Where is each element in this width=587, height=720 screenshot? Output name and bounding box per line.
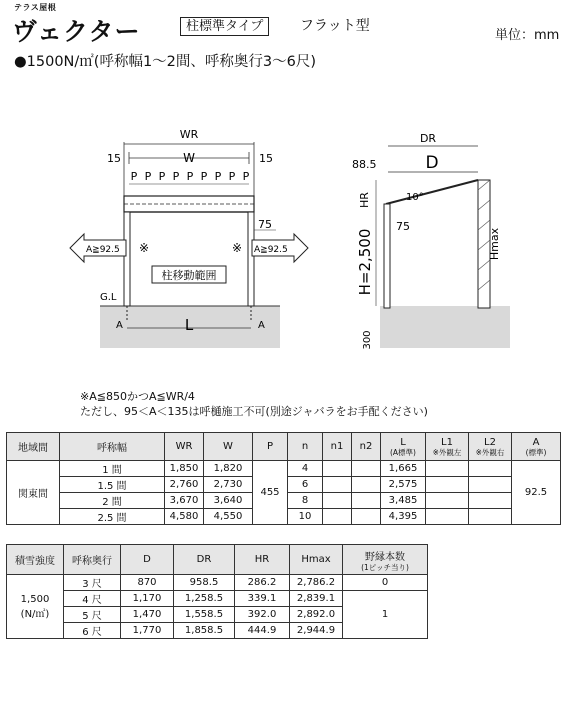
th-wr: WR: [165, 433, 204, 461]
width-name-cell: 2 間: [60, 493, 165, 509]
n1-cell: [323, 493, 352, 509]
n1-cell: [323, 477, 352, 493]
right-15-label: 15: [259, 152, 273, 165]
d-cell: 870: [121, 575, 174, 591]
th-l1: [426, 433, 469, 461]
move-range-label: 柱移動範囲: [161, 269, 217, 282]
th-l: [381, 433, 426, 461]
wr-label: WR: [179, 128, 199, 141]
depth-name-cell: 3 尺: [64, 575, 121, 591]
p-label: P: [186, 170, 194, 183]
hmax-cell: 2,839.1: [290, 591, 343, 607]
l1-cell: [426, 509, 469, 525]
d-cell: 1,170: [121, 591, 174, 607]
p-label: P: [158, 170, 166, 183]
left-15-label: 15: [107, 152, 121, 165]
dr-label: DR: [419, 132, 437, 145]
th-l1-sub: ※外観左: [432, 447, 462, 457]
right-post: [248, 212, 254, 306]
th-l-sub: (A標準): [390, 447, 416, 457]
hr-cell: 392.0: [235, 607, 290, 623]
th-l-main: L: [400, 436, 406, 448]
a-cell: 92.5: [512, 461, 561, 525]
form-label: フラット型: [300, 18, 370, 34]
p-cell: 455: [253, 461, 288, 525]
th-a: [512, 433, 561, 461]
hr-label: HR: [358, 192, 371, 208]
p-label: P: [228, 170, 236, 183]
th-width: 呼称幅: [60, 433, 165, 461]
count-cell: 0: [343, 575, 428, 591]
n1-cell: [323, 509, 352, 525]
th-a-sub: (標準): [525, 447, 547, 457]
strength-value: 1,500: [20, 593, 50, 605]
w-label: W: [183, 151, 195, 165]
note-line-1: ※A≦850かつA≦WR/4: [80, 390, 195, 403]
l2-cell: [469, 461, 512, 477]
depth-name-cell: 6 尺: [64, 623, 121, 639]
th-depth: 呼称奥行: [64, 545, 121, 575]
l2-cell: [469, 477, 512, 493]
th-p: P: [253, 433, 288, 461]
th-n: n: [288, 433, 323, 461]
spec-line: ●1500N/㎡(呼称幅1～2間、呼称奥行3～6尺): [14, 54, 316, 70]
th-l2: [469, 433, 512, 461]
w-cell: 4,550: [204, 509, 253, 525]
left-post: [124, 212, 130, 306]
a-right-label: A≧92.5: [254, 245, 288, 255]
th-n1: n1: [323, 433, 352, 461]
width-table: [6, 432, 561, 525]
p-label: P: [242, 170, 250, 183]
p-label: P: [172, 170, 180, 183]
th-a-main: A: [532, 436, 540, 448]
n1-cell: [323, 461, 352, 477]
wr-cell: 4,580: [165, 509, 204, 525]
width-name-cell: 1.5 間: [60, 477, 165, 493]
width-name-cell: 1 間: [60, 461, 165, 477]
l1-cell: [426, 461, 469, 477]
l2-cell: [469, 509, 512, 525]
kome-left: ※: [138, 241, 150, 255]
table-row: [7, 461, 561, 477]
a-label-right: A: [258, 320, 265, 331]
h-label: H=2,500: [356, 228, 374, 296]
th-l2-sub: ※外観右: [475, 447, 505, 457]
hr-cell: 339.1: [235, 591, 290, 607]
dim-75-label: 75: [258, 218, 272, 231]
w-cell: 3,640: [204, 493, 253, 509]
th-hmax: Hmax: [290, 545, 343, 575]
th-count-sub: (1ピッチ当り): [361, 562, 409, 572]
wr-cell: 2,760: [165, 477, 204, 493]
side-post: [384, 204, 390, 308]
side-ground-area: [380, 306, 510, 348]
hr-cell: 286.2: [235, 575, 290, 591]
l-label: L: [184, 316, 194, 334]
th-n2: n2: [352, 433, 381, 461]
type-label: 柱標準タイプ: [180, 17, 269, 36]
note-line-2: ただし、95＜A＜135は呼樋施工不可(別途ジャバラをお手配ください): [80, 405, 428, 418]
d-cell: 1,770: [121, 623, 174, 639]
p-label-group: [131, 170, 250, 183]
a-left-label: A≧92.5: [86, 245, 120, 255]
region-cell: 関東間: [7, 461, 60, 525]
n-cell: 8: [288, 493, 323, 509]
dim-300-label: 300: [362, 330, 373, 350]
d-cell: 1,470: [121, 607, 174, 623]
table-row: [7, 575, 428, 591]
l-cell: 3,485: [381, 493, 426, 509]
category-label: テラス屋根: [14, 3, 57, 12]
n-cell: 6: [288, 477, 323, 493]
hr-cell: 444.9: [235, 623, 290, 639]
n-cell: 10: [288, 509, 323, 525]
table-row: [7, 591, 428, 607]
p-label: P: [200, 170, 208, 183]
th-count: [343, 545, 428, 575]
n2-cell: [352, 461, 381, 477]
hmax-cell: 2,892.0: [290, 607, 343, 623]
l2-cell: [469, 493, 512, 509]
front-diagram: [0, 120, 320, 380]
dr-cell: 1,258.5: [174, 591, 235, 607]
dr-cell: 1,558.5: [174, 607, 235, 623]
wr-cell: 1,850: [165, 461, 204, 477]
a-label-left: A: [116, 320, 123, 331]
l1-cell: [426, 493, 469, 509]
depth-name-cell: 5 尺: [64, 607, 121, 623]
depth-table: [6, 544, 428, 639]
kome-right: ※: [231, 241, 243, 255]
th-hr: HR: [235, 545, 290, 575]
angle-label: 10°: [406, 192, 424, 203]
n2-cell: [352, 477, 381, 493]
p-label: P: [130, 170, 138, 183]
th-d: D: [121, 545, 174, 575]
th-dr: DR: [174, 545, 235, 575]
width-name-cell: 2.5 間: [60, 509, 165, 525]
l1-cell: [426, 477, 469, 493]
th-l2-main: L2: [484, 436, 496, 448]
th-l1-main: L1: [441, 436, 453, 448]
p-label: P: [214, 170, 222, 183]
depth-name-cell: 4 尺: [64, 591, 121, 607]
th-count-main: 野縁本数: [365, 551, 405, 563]
side-diagram: [340, 120, 580, 380]
strength-unit: (N/㎡): [20, 608, 50, 620]
hmax-label: Hmax: [488, 227, 501, 261]
n2-cell: [352, 493, 381, 509]
l-cell: 4,395: [381, 509, 426, 525]
n-cell: 4: [288, 461, 323, 477]
side-roof: [386, 180, 478, 204]
strength-cell: [7, 575, 64, 639]
unit-label: 単位：mm: [495, 28, 560, 43]
dim-885-label: 88.5: [352, 158, 377, 171]
th-region: 地域間: [7, 433, 60, 461]
dr-cell: 958.5: [174, 575, 235, 591]
dr-cell: 1,858.5: [174, 623, 235, 639]
th-strength: 積雪強度: [7, 545, 64, 575]
d-label: D: [425, 153, 439, 173]
wr-cell: 3,670: [165, 493, 204, 509]
n2-cell: [352, 509, 381, 525]
side-dim-75: 75: [396, 220, 410, 233]
p-label: P: [144, 170, 152, 183]
hmax-cell: 2,786.2: [290, 575, 343, 591]
gl-label: G.L: [100, 292, 117, 303]
count-cell: 1: [343, 591, 428, 639]
w-cell: 1,820: [204, 461, 253, 477]
hmax-cell: 2,944.9: [290, 623, 343, 639]
product-name: ヴェクター: [12, 17, 141, 46]
l-cell: 1,665: [381, 461, 426, 477]
th-w: W: [204, 433, 253, 461]
w-cell: 2,730: [204, 477, 253, 493]
l-cell: 2,575: [381, 477, 426, 493]
